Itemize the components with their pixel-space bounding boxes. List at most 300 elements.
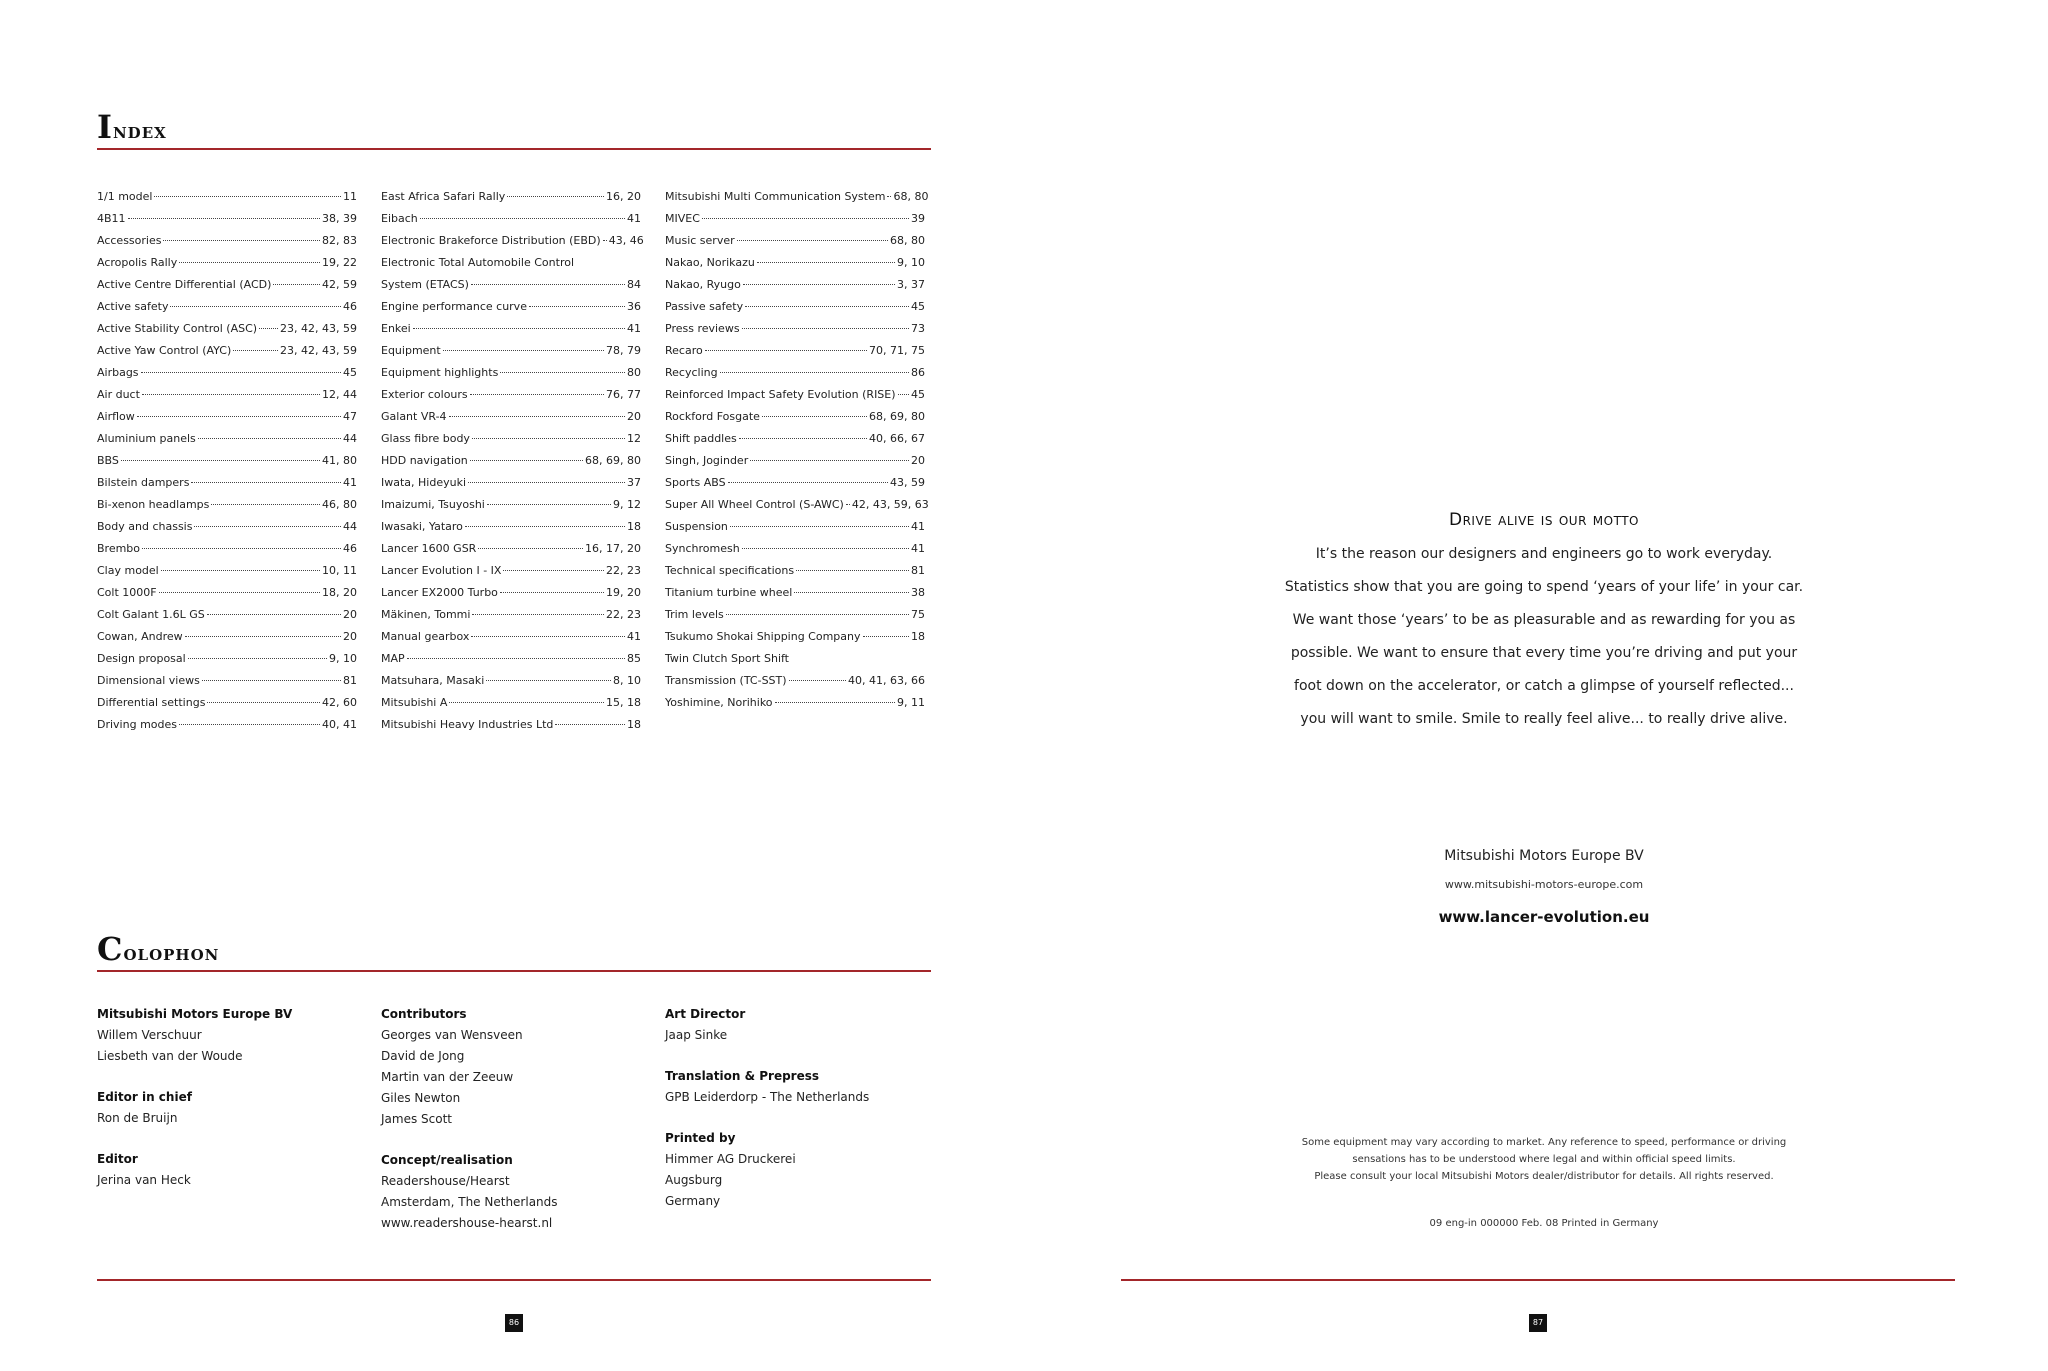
index-pages: 80 bbox=[627, 366, 641, 379]
index-pages: 18 bbox=[911, 630, 925, 643]
index-pages: 40, 66, 67 bbox=[869, 432, 925, 445]
index-pages: 12, 44 bbox=[322, 388, 357, 401]
company-block bbox=[1224, 848, 1864, 926]
index-entry bbox=[97, 190, 357, 212]
index-term: Aluminium panels bbox=[97, 432, 196, 445]
index-pages: 10, 11 bbox=[322, 564, 357, 577]
dot-leader bbox=[529, 306, 625, 307]
index-entry bbox=[97, 300, 357, 322]
index-term: Music server bbox=[665, 234, 735, 247]
colophon-group bbox=[381, 1150, 641, 1234]
disclaimer-line: sensations has to be understood where legal and within official speed limits. bbox=[1352, 1154, 1736, 1165]
index-entry bbox=[381, 432, 641, 454]
index-entry bbox=[665, 542, 925, 564]
index-entry bbox=[381, 388, 641, 410]
page-number-right: 87 bbox=[1529, 1314, 1547, 1332]
index-pages: 19, 20 bbox=[606, 586, 641, 599]
index-entry bbox=[381, 256, 641, 278]
colophon-line: David de Jong bbox=[381, 1049, 465, 1063]
dot-leader bbox=[449, 702, 604, 703]
disclaimer-line: Some equipment may vary according to market. Any reference to speed, performance or driving bbox=[1301, 1137, 1787, 1148]
index-entry bbox=[381, 542, 641, 564]
index-pages: 11 bbox=[343, 190, 357, 203]
index-entry bbox=[665, 652, 925, 674]
index-pages: 20 bbox=[343, 630, 357, 643]
index-entry bbox=[97, 498, 357, 520]
index-term: Active Stability Control (ASC) bbox=[97, 322, 258, 335]
index-rule bbox=[97, 148, 931, 150]
index-term: Airflow bbox=[97, 410, 135, 423]
dot-leader bbox=[465, 526, 625, 527]
index-term: Active Centre Differential (ACD) bbox=[97, 278, 272, 291]
index-pages: 44 bbox=[343, 432, 357, 445]
index-pages: 9, 10 bbox=[897, 256, 925, 269]
index-entry bbox=[97, 608, 357, 630]
index-pages: 9, 11 bbox=[897, 696, 925, 709]
index-term: Body and chassis bbox=[97, 520, 193, 533]
dot-leader bbox=[726, 614, 909, 615]
index-term: Rockford Fosgate bbox=[665, 410, 760, 423]
dot-leader bbox=[259, 328, 278, 329]
dot-leader bbox=[471, 284, 625, 285]
index-entry bbox=[381, 190, 641, 212]
dot-leader bbox=[194, 526, 341, 527]
index-term: Glass fibre body bbox=[381, 432, 470, 445]
colophon-line: Martin van der Zeeuw bbox=[381, 1070, 514, 1084]
dot-leader bbox=[762, 416, 867, 417]
index-entry bbox=[97, 476, 357, 498]
colophon-group-title: Art Director bbox=[665, 1007, 746, 1021]
dot-leader bbox=[887, 196, 891, 197]
index-pages: 39 bbox=[911, 212, 925, 225]
index-term: Matsuhara, Masaki bbox=[381, 674, 485, 687]
index-term: Bi-xenon headlamps bbox=[97, 498, 210, 511]
index-entry bbox=[97, 586, 357, 608]
dot-leader bbox=[487, 504, 611, 505]
index-term: BBS bbox=[97, 454, 119, 467]
index-entry bbox=[381, 212, 641, 234]
dot-leader bbox=[863, 636, 909, 637]
colophon-heading: Colophon bbox=[97, 930, 220, 968]
index-pages: 22, 23 bbox=[606, 564, 641, 577]
index-pages: 46 bbox=[343, 542, 357, 555]
index-entry bbox=[97, 322, 357, 344]
index-pages: 73 bbox=[911, 322, 925, 335]
index-entry bbox=[665, 520, 925, 542]
index-entry bbox=[665, 498, 929, 520]
index-term: Electronic Total Automobile Control bbox=[381, 256, 575, 269]
index-term: Mitsubishi Multi Communication System bbox=[665, 190, 886, 203]
index-pages: 78, 79 bbox=[606, 344, 641, 357]
index-term: Tsukumo Shokai Shipping Company bbox=[665, 630, 861, 643]
dot-leader bbox=[750, 460, 909, 461]
index-pages: 43, 46 bbox=[608, 234, 644, 247]
colophon-group bbox=[97, 1087, 357, 1129]
index-pages: 18 bbox=[627, 718, 641, 731]
index-pages: 42, 43, 59, 63 bbox=[851, 498, 929, 511]
index-entry bbox=[381, 608, 641, 630]
index-entry bbox=[97, 630, 357, 652]
index-term: Equipment highlights bbox=[381, 366, 499, 379]
dot-leader bbox=[413, 328, 625, 329]
colophon-group-title: Contributors bbox=[381, 1007, 467, 1021]
index-term: Acropolis Rally bbox=[97, 256, 178, 269]
dot-leader bbox=[472, 438, 625, 439]
colophon-column-2 bbox=[381, 1004, 641, 1254]
index-term: Brembo bbox=[97, 542, 141, 555]
dot-leader bbox=[188, 658, 327, 659]
index-entry bbox=[97, 674, 357, 696]
index-pages: 86 bbox=[911, 366, 925, 379]
index-pages: 20 bbox=[343, 608, 357, 621]
index-pages: 41, 80 bbox=[322, 454, 357, 467]
index-term: MIVEC bbox=[665, 212, 700, 225]
index-pages: 75 bbox=[911, 608, 925, 621]
dot-leader bbox=[555, 724, 625, 725]
index-pages: 9, 10 bbox=[329, 652, 357, 665]
index-entry bbox=[381, 300, 641, 322]
index-pages: 41 bbox=[343, 476, 357, 489]
index-pages: 40, 41, 63, 66 bbox=[848, 674, 925, 687]
index-pages: 37 bbox=[627, 476, 641, 489]
dot-leader bbox=[728, 482, 888, 483]
dot-leader bbox=[739, 438, 867, 439]
dot-leader bbox=[154, 196, 341, 197]
index-pages: 81 bbox=[343, 674, 357, 687]
index-pages: 41 bbox=[627, 630, 641, 643]
dot-leader bbox=[743, 284, 895, 285]
colophon-line: Liesbeth van der Woude bbox=[97, 1049, 243, 1063]
colophon-group bbox=[381, 1004, 641, 1130]
index-column-3 bbox=[665, 190, 929, 718]
index-pages: 41 bbox=[627, 212, 641, 225]
index-pages: 23, 42, 43, 59 bbox=[280, 322, 357, 335]
index-term: Design proposal bbox=[97, 652, 186, 665]
dot-leader bbox=[789, 680, 846, 681]
index-pages: 44 bbox=[343, 520, 357, 533]
index-term: Reinforced Impact Safety Evolution (RISE) bbox=[665, 388, 896, 401]
dot-leader bbox=[142, 548, 341, 549]
index-term: Recycling bbox=[665, 366, 718, 379]
index-entry bbox=[665, 190, 929, 212]
index-pages: 18 bbox=[627, 520, 641, 533]
right-page bbox=[1024, 0, 2048, 1371]
index-term: Shift paddles bbox=[665, 432, 737, 445]
motto-line: Statistics show that you are going to spend ‘years of your life’ in your car. bbox=[1284, 579, 1804, 595]
index-entry bbox=[665, 366, 925, 388]
motto-line: It’s the reason our designers and engineers go to work everyday. bbox=[1315, 546, 1773, 562]
index-term: Yoshimine, Norihiko bbox=[665, 696, 773, 709]
footer-rule-left bbox=[97, 1279, 931, 1281]
index-entry bbox=[665, 344, 925, 366]
index-entry bbox=[97, 234, 357, 256]
dot-leader bbox=[757, 262, 895, 263]
colophon-group bbox=[665, 1128, 925, 1212]
motto-line: possible. We want to ensure that every time you’re driving and put your bbox=[1290, 645, 1798, 661]
dot-leader bbox=[163, 240, 320, 241]
index-entry bbox=[381, 410, 641, 432]
index-term: Electronic Brakeforce Distribution (EBD) bbox=[381, 234, 601, 247]
dot-leader bbox=[233, 350, 278, 351]
index-term: Active Yaw Control (AYC) bbox=[97, 344, 232, 357]
dot-leader bbox=[470, 394, 604, 395]
index-pages: 45 bbox=[911, 300, 925, 313]
index-entry bbox=[665, 630, 925, 652]
colophon-group bbox=[97, 1004, 357, 1067]
motto-block bbox=[1224, 510, 1864, 736]
index-entry bbox=[665, 300, 925, 322]
index-term: Trim levels bbox=[665, 608, 724, 621]
index-term: 1/1 model bbox=[97, 190, 153, 203]
index-term: Sports ABS bbox=[665, 476, 726, 489]
dot-leader bbox=[500, 592, 604, 593]
index-pages: 46, 80 bbox=[322, 498, 357, 511]
colophon-group-title: Editor in chief bbox=[97, 1090, 192, 1104]
dot-leader bbox=[407, 658, 625, 659]
colophon-line: GPB Leiderdorp - The Netherlands bbox=[665, 1090, 870, 1104]
dot-leader bbox=[486, 680, 611, 681]
colophon-line: Augsburg bbox=[665, 1173, 723, 1187]
index-term: Manual gearbox bbox=[381, 630, 470, 643]
index-term: MAP bbox=[381, 652, 405, 665]
index-pages: 40, 41 bbox=[322, 718, 357, 731]
index-term: Engine performance curve bbox=[381, 300, 527, 313]
index-pages: 42, 60 bbox=[322, 696, 357, 709]
disclaimer-line: Please consult your local Mitsubishi Motors dealer/distributor for details. All rights reserved. bbox=[1314, 1171, 1774, 1182]
index-term: Eibach bbox=[381, 212, 418, 225]
index-term: Transmission (TC-SST) bbox=[665, 674, 787, 687]
index-term: Mitsubishi Heavy Industries Ltd bbox=[381, 718, 554, 731]
index-term: Synchromesh bbox=[665, 542, 740, 555]
dot-leader bbox=[443, 350, 604, 351]
index-entry bbox=[381, 498, 641, 520]
colophon-line: Giles Newton bbox=[381, 1091, 461, 1105]
company-website-link[interactable]: www.mitsubishi-motors-europe.com bbox=[1444, 878, 1644, 891]
colophon-line: www.readershouse-hearst.nl bbox=[381, 1216, 553, 1230]
dot-leader bbox=[273, 284, 320, 285]
index-entry bbox=[97, 366, 357, 388]
dot-leader bbox=[730, 526, 909, 527]
dot-leader bbox=[470, 460, 583, 461]
dot-leader bbox=[775, 702, 895, 703]
colophon-column-3 bbox=[665, 1004, 925, 1232]
index-pages: 20 bbox=[627, 410, 641, 423]
dot-leader bbox=[500, 372, 625, 373]
index-pages: 19, 22 bbox=[322, 256, 357, 269]
colophon-line: James Scott bbox=[381, 1112, 452, 1126]
dot-leader bbox=[128, 218, 320, 219]
index-entry bbox=[381, 652, 641, 674]
colophon-group-title: Concept/realisation bbox=[381, 1153, 513, 1167]
index-pages: 36 bbox=[627, 300, 641, 313]
index-entry bbox=[665, 212, 925, 234]
index-entry bbox=[97, 278, 357, 300]
dot-leader bbox=[468, 482, 625, 483]
index-term: Airbags bbox=[97, 366, 139, 379]
index-term: Equipment bbox=[381, 344, 441, 357]
index-term: Titanium turbine wheel bbox=[665, 586, 793, 599]
index-entry bbox=[97, 388, 357, 410]
index-entry bbox=[97, 520, 357, 542]
colophon-line: Georges van Wensveen bbox=[381, 1028, 523, 1042]
dot-leader bbox=[142, 394, 320, 395]
colophon-group-title: Printed by bbox=[665, 1131, 736, 1145]
index-term: Recaro bbox=[665, 344, 703, 357]
dot-leader bbox=[472, 614, 604, 615]
page-number-left: 86 bbox=[505, 1314, 523, 1332]
index-entry bbox=[381, 234, 644, 256]
index-pages: 22, 23 bbox=[606, 608, 641, 621]
motto-line: We want those ‘years’ to be as pleasurable and as rewarding for you as bbox=[1292, 612, 1796, 628]
dot-leader bbox=[603, 240, 607, 241]
index-term: Clay model bbox=[97, 564, 159, 577]
index-entry bbox=[97, 564, 357, 586]
dot-leader bbox=[796, 570, 909, 571]
motto-title: Drive alive is our motto bbox=[1448, 510, 1639, 530]
dot-leader bbox=[742, 328, 909, 329]
colophon-group-title: Mitsubishi Motors Europe BV bbox=[97, 1007, 293, 1021]
colophon-group bbox=[97, 1149, 357, 1191]
colophon-column-1 bbox=[97, 1004, 357, 1211]
index-pages: 9, 12 bbox=[613, 498, 641, 511]
index-term: Lancer 1600 GSR bbox=[381, 542, 477, 555]
colophon-rule bbox=[97, 970, 931, 972]
index-pages: 16, 17, 20 bbox=[585, 542, 641, 555]
index-entry bbox=[97, 718, 357, 740]
index-pages: 43, 59 bbox=[890, 476, 925, 489]
dot-leader bbox=[737, 240, 888, 241]
colophon-line: Germany bbox=[665, 1194, 721, 1208]
index-term: Nakao, Ryugo bbox=[665, 278, 741, 291]
index-pages: 76, 77 bbox=[606, 388, 641, 401]
dot-leader bbox=[898, 394, 909, 395]
motto-line: foot down on the accelerator, or catch a glimpse of yourself reflected... bbox=[1294, 678, 1794, 694]
index-pages: 41 bbox=[911, 520, 925, 533]
index-term: Suspension bbox=[665, 520, 728, 533]
colophon-line: Ron de Bruijn bbox=[97, 1111, 178, 1125]
dot-leader bbox=[503, 570, 604, 571]
index-entry bbox=[665, 388, 925, 410]
index-entry bbox=[381, 696, 641, 718]
index-term: Dimensional views bbox=[97, 674, 200, 687]
index-entry bbox=[381, 564, 641, 586]
dot-leader bbox=[745, 306, 909, 307]
dot-leader bbox=[449, 416, 625, 417]
index-pages: 47 bbox=[343, 410, 357, 423]
index-entry bbox=[97, 410, 357, 432]
index-entry bbox=[665, 234, 925, 256]
lancer-website-link[interactable]: www.lancer-evolution.eu bbox=[1438, 908, 1650, 926]
index-entry bbox=[97, 344, 357, 366]
dot-leader bbox=[702, 218, 909, 219]
index-pages: 46 bbox=[343, 300, 357, 313]
dot-leader bbox=[202, 680, 341, 681]
dot-leader bbox=[742, 548, 909, 549]
motto-line: you will want to smile. Smile to really feel alive... to really drive alive. bbox=[1300, 711, 1788, 727]
index-pages: 41 bbox=[911, 542, 925, 555]
index-entry bbox=[665, 432, 925, 454]
colophon-line: Jaap Sinke bbox=[665, 1028, 728, 1042]
index-pages: 68, 80 bbox=[893, 190, 929, 203]
index-term: Lancer Evolution I - IX bbox=[381, 564, 502, 577]
index-entry bbox=[381, 586, 641, 608]
index-term: Accessories bbox=[97, 234, 162, 247]
index-entry bbox=[97, 652, 357, 674]
index-term: Active safety bbox=[97, 300, 169, 313]
disclaimer bbox=[1224, 1134, 1864, 1185]
index-entry bbox=[665, 256, 925, 278]
index-term: Super All Wheel Control (S-AWC) bbox=[665, 498, 844, 511]
index-heading: Index bbox=[97, 108, 167, 146]
colophon-group-title: Translation & Prepress bbox=[665, 1069, 820, 1083]
index-pages: 70, 71, 75 bbox=[869, 344, 925, 357]
dot-leader bbox=[191, 482, 341, 483]
index-entry bbox=[381, 520, 641, 542]
dot-leader bbox=[198, 438, 341, 439]
dot-leader bbox=[207, 702, 320, 703]
index-entry bbox=[381, 630, 641, 652]
print-info: 09 eng-in 000000 Feb. 08 Printed in Germany bbox=[1429, 1218, 1659, 1229]
index-term: HDD navigation bbox=[381, 454, 468, 467]
index-entry bbox=[665, 476, 925, 498]
index-entry bbox=[665, 322, 925, 344]
dot-leader bbox=[705, 350, 867, 351]
index-entry bbox=[665, 696, 925, 718]
index-entry bbox=[665, 608, 925, 630]
index-pages: 45 bbox=[911, 388, 925, 401]
index-term: Mitsubishi A bbox=[381, 696, 448, 709]
dot-leader bbox=[720, 372, 909, 373]
index-entry bbox=[97, 696, 357, 718]
dot-leader bbox=[159, 592, 320, 593]
index-term: System (ETACS) bbox=[381, 278, 469, 291]
dot-leader bbox=[179, 724, 320, 725]
index-pages: 15, 18 bbox=[606, 696, 641, 709]
index-term: Technical specifications bbox=[665, 564, 795, 577]
index-pages: 45 bbox=[343, 366, 357, 379]
index-term: Imaizumi, Tsuyoshi bbox=[381, 498, 485, 511]
index-term: Colt Galant 1.6L GS bbox=[97, 608, 205, 621]
index-term: Enkei bbox=[381, 322, 411, 335]
colophon-line: Jerina van Heck bbox=[97, 1173, 191, 1187]
dot-leader bbox=[794, 592, 909, 593]
index-pages: 18, 20 bbox=[322, 586, 357, 599]
dot-leader bbox=[846, 504, 850, 505]
index-term: 4B11 bbox=[97, 212, 126, 225]
index-term: East Africa Safari Rally bbox=[381, 190, 506, 203]
index-entry bbox=[97, 454, 357, 476]
index-entry bbox=[665, 278, 925, 300]
colophon-line: Readershouse/Hearst bbox=[381, 1174, 510, 1188]
dot-leader bbox=[170, 306, 341, 307]
colophon-line: Amsterdam, The Netherlands bbox=[381, 1195, 558, 1209]
index-term: Colt 1000F bbox=[97, 586, 157, 599]
index-entry bbox=[97, 542, 357, 564]
colophon-line: Willem Verschuur bbox=[97, 1028, 202, 1042]
index-term: Cowan, Andrew bbox=[97, 630, 183, 643]
index-entry bbox=[381, 322, 641, 344]
index-pages: 16, 20 bbox=[606, 190, 641, 203]
index-pages: 82, 83 bbox=[322, 234, 357, 247]
index-pages: 23, 42, 43, 59 bbox=[280, 344, 357, 357]
index-pages: 42, 59 bbox=[322, 278, 357, 291]
index-term: Twin Clutch Sport Shift bbox=[665, 652, 789, 665]
index-entry bbox=[381, 674, 641, 696]
index-pages: 38, 39 bbox=[322, 212, 357, 225]
index-entry bbox=[665, 454, 925, 476]
dot-leader bbox=[185, 636, 341, 637]
dot-leader bbox=[211, 504, 320, 505]
